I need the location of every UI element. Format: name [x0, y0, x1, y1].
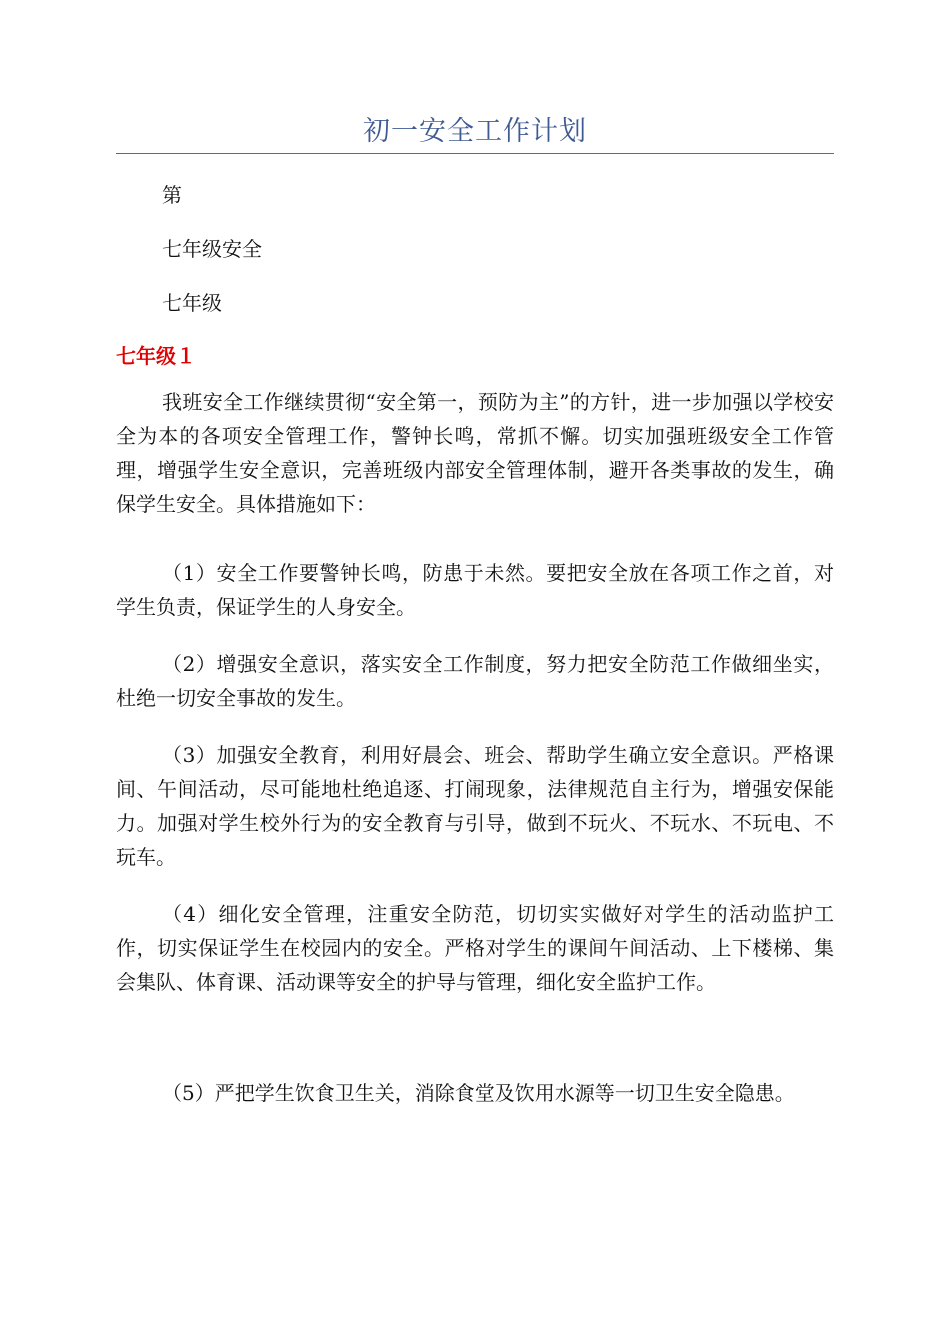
short-line-2: 七年级安全 [162, 237, 262, 261]
measure-paragraph-5: （5）严把学生饮食卫生关，消除食堂及饮用水源等一切卫生安全隐患。 [162, 1081, 795, 1105]
intro-paragraph: 我班安全工作继续贯彻“安全第一，预防为主”的方针，进一步加强以学校安全为本的各项安全管理工作，警钟长鸣，常抓不懈。切实加强班级安全工作管理，增强学生安全意识，完善班级内部安全管理体制，避开各类事故的发生，确保学生安全。具体措施如下： [116, 390, 834, 516]
section-heading: 七年级１ [116, 344, 196, 368]
short-line-3: 七年级 [162, 291, 222, 315]
measure-paragraph-3: （3）加强安全教育，利用好晨会、班会、帮助学生确立安全意识。严格课间、午间活动，尽可能地杜绝追逐、打闹现象，法律规范自主行为，增强安保能力。加强对学生校外行为的安全教育与引导，做到不玩火、不玩水、不玩电、不玩车。 [116, 743, 834, 869]
measure-paragraph-1: （1）安全工作要警钟长鸣，防患于未然。要把安全放在各项工作之首，对学生负责，保证学生的人身安全。 [116, 561, 834, 619]
short-line-1: 第 [162, 183, 182, 207]
document-title: 初一安全工作计划 [363, 116, 587, 147]
measure-paragraph-4: （4）细化安全管理，注重安全防范，切切实实做好对学生的活动监护工作，切实保证学生在校园内的安全。严格对学生的课间午间活动、上下楼梯、集会集队、体育课、活动课等安全的护导与管理，细化安全监护工作。 [116, 902, 834, 994]
title-underline [116, 153, 834, 154]
measure-paragraph-2: （2）增强安全意识，落实安全工作制度，努力把安全防范工作做细坐实，杜绝一切安全事故的发生。 [116, 652, 834, 710]
